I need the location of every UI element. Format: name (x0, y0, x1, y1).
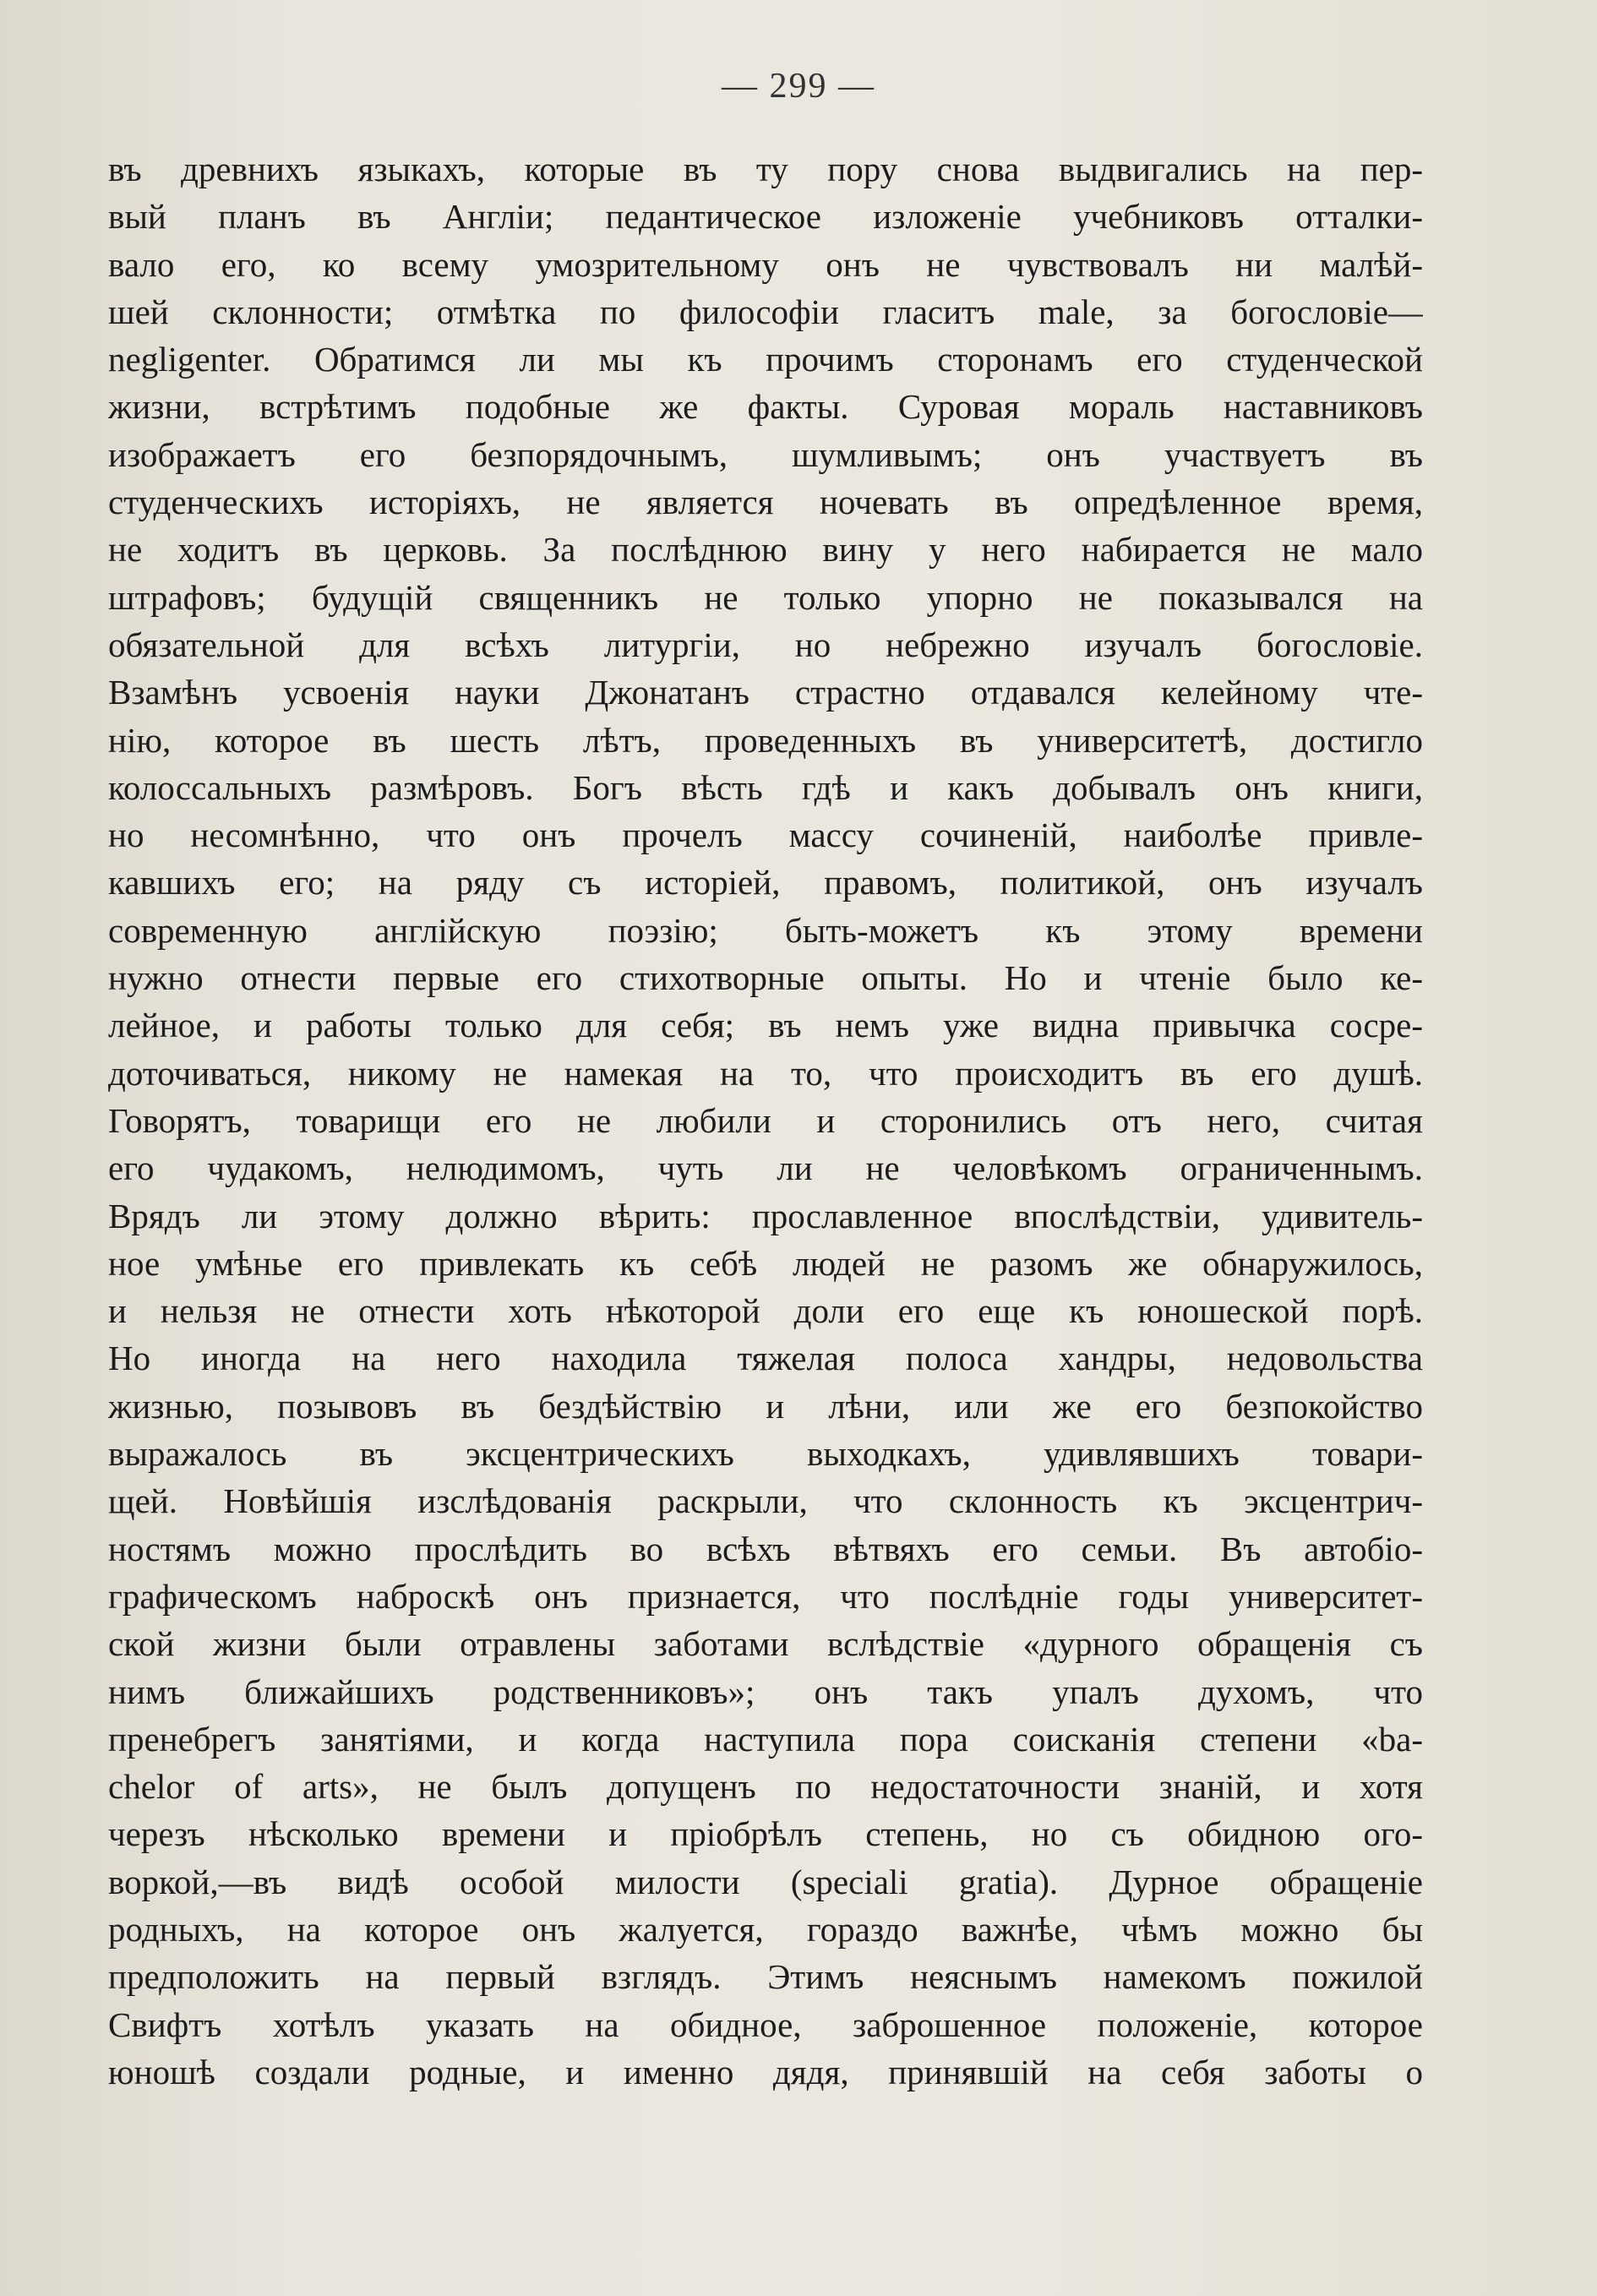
text-line: черезъ нѣсколько времени и пріобрѣлъ степень, но съ обидною ого- (108, 1814, 1423, 1854)
text-line: кавшихъ его; на ряду съ исторіей, правомъ, политикой, онъ изучалъ (108, 863, 1423, 903)
text-line: chelor of arts», не былъ допущенъ по недостаточности знаній, и хотя (108, 1767, 1423, 1807)
text-line: штрафовъ; будущій священникъ не только упорно не показывался на (108, 577, 1423, 617)
text-line: нію, которое въ шесть лѣтъ, проведенныхъ въ университетѣ, достигло (108, 720, 1423, 760)
text-line: ской жизни были отравлены заботами вслѣдствіе «дурного обращенія съ (108, 1624, 1423, 1664)
text-line: лейное, и работы только для себя; въ немъ уже видна привычка сосре- (108, 1006, 1423, 1045)
text-line: обязательной для всѣхъ литургіи, но небрежно изучалъ богословіе. (108, 624, 1423, 664)
text-line: Взамѣнъ усвоенія науки Джонатанъ страстно отдавался келейному чте- (108, 673, 1423, 712)
text-line: Но иногда на него находила тяжелая полоса хандры, недовольства (108, 1339, 1423, 1378)
text-line: negligenter. Обратимся ли мы къ прочимъ сторонамъ его студенческой (108, 340, 1423, 379)
text-line: пренебрегъ занятіями, и когда наступила пора соисканія степени «ba- (108, 1719, 1423, 1759)
text-line: вый планъ въ Англіи; педантическое изложеніе учебниковъ отталки- (108, 197, 1423, 237)
text-line: и нельзя не отнести хоть нѣкоторой доли его еще къ юношеской порѣ. (108, 1291, 1423, 1331)
text-line: шей склонности; отмѣтка по философіи гласитъ male, за богословіе— (108, 292, 1423, 331)
text-line: изображаетъ его безпорядочнымъ, шумливымъ; онъ участвуетъ въ (108, 434, 1423, 474)
text-line: современную англійскую поэзію; быть-можетъ къ этому времени (108, 910, 1423, 950)
text-line: графическомъ наброскѣ онъ признается, что послѣдніе годы университет- (108, 1576, 1423, 1616)
text-line: ное умѣнье его привлекать къ себѣ людей не разомъ же обнаружилось, (108, 1243, 1423, 1283)
text-line: выражалось въ эксцентрическихъ выходкахъ, удивлявшихъ товари- (108, 1434, 1423, 1474)
text-line: юношѣ создали родные, и именно дядя, принявшій на себя заботы о (108, 2052, 1423, 2091)
body-text (108, 145, 1423, 2096)
text-line: родныхъ, на которое онъ жалуется, гораздо важнѣе, чѣмъ можно бы (108, 1909, 1423, 1949)
text-line: но несомнѣнно, что онъ прочелъ массу сочиненій, наиболѣе привле- (108, 815, 1423, 855)
text-line: въ древнихъ языкахъ, которые въ ту пору снова выдвигались на пер- (108, 150, 1423, 188)
text-line: Врядъ ли этому должно вѣрить: прославленное впослѣдствіи, удивитель- (108, 1196, 1423, 1235)
text-line: Говорятъ, товарищи его не любили и сторонились отъ него, считая (108, 1100, 1423, 1140)
text-line: нимъ ближайшихъ родственниковъ»; онъ такъ упалъ духомъ, что (108, 1672, 1423, 1711)
text-line: жизнью, позывовъ въ бездѣйствію и лѣни, или же его безпокойство (108, 1386, 1423, 1426)
text-line: нужно отнести первые его стихотворные опыты. Но и чтеніе было ке- (108, 958, 1423, 998)
page-number: — 299 — (722, 67, 875, 106)
text-line: жизни, встрѣтимъ подобные же факты. Суровая мораль наставниковъ (108, 387, 1423, 427)
text-line: ностямъ можно прослѣдить во всѣхъ вѣтвяхъ его семьи. Въ автобіо- (108, 1529, 1423, 1568)
text-line: щей. Новѣйшія изслѣдованія раскрыли, что склонность къ эксцентрич- (108, 1481, 1423, 1521)
text-line: его чудакомъ, нелюдимомъ, чуть ли не человѣкомъ ограниченнымъ. (108, 1148, 1423, 1188)
text-line: вало его, ко всему умозрительному онъ не чувствовалъ ни малѣй- (108, 244, 1423, 284)
text-line: студенческихъ исторіяхъ, не является ночевать въ опредѣленное время, (108, 483, 1423, 522)
text-line: воркой,—въ видѣ особой милости (speciali gratia). Дурное обращеніе (108, 1862, 1423, 1901)
text-line: колоссальныхъ размѣровъ. Богъ вѣсть гдѣ и какъ добывалъ онъ книги, (108, 767, 1423, 807)
text-line: предположить на первый взглядъ. Этимъ неяснымъ намекомъ пожилой (108, 1957, 1423, 1997)
text-line: доточиваться, никому не намекая на то, что происходитъ въ его душѣ. (108, 1053, 1423, 1093)
text-line: Свифтъ хотѣлъ указать на обидное, заброшенное положеніе, которое (108, 2004, 1423, 2044)
text-line: не ходитъ въ церковь. За послѣднюю вину у него набирается не мало (108, 530, 1423, 570)
